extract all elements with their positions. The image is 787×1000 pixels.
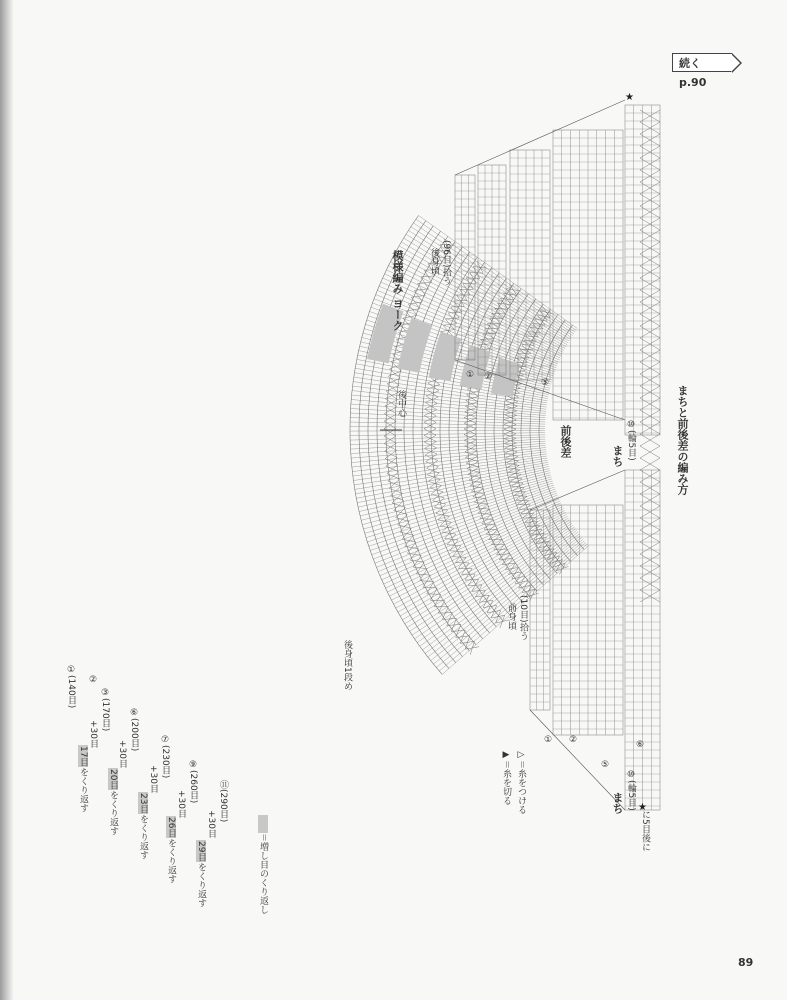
machi-row-upper: ⑩(輪5目) — [626, 420, 636, 461]
yoke-row-2: ② — [88, 675, 98, 685]
yoke-x-mark — [446, 313, 460, 324]
yoke-x-mark — [465, 451, 477, 458]
gusset-x-mark — [640, 170, 660, 182]
yoke-stitch — [350, 418, 545, 425]
yoke-x-mark — [506, 456, 519, 462]
yoke-x-mark — [473, 261, 487, 273]
yoke-stitch — [350, 427, 545, 429]
yoke-row-9-inc: +30目 — [176, 790, 186, 818]
yoke-x-mark — [462, 569, 476, 581]
gusset-x-mark — [640, 278, 660, 290]
gusset-x-mark — [640, 374, 660, 386]
yoke-row-7-inc: +30目 — [148, 765, 158, 793]
g-row-2: ② — [483, 372, 493, 382]
yoke-row-3: ③(170目) — [100, 688, 110, 732]
page-number: 89 — [738, 956, 754, 969]
yoke-x-mark — [426, 467, 439, 475]
yoke-x-mark — [522, 340, 535, 349]
g-row-1: ① — [465, 370, 475, 380]
gusset-x-mark — [640, 134, 660, 146]
gusset-title: まちと前後差の編み方 — [676, 385, 689, 495]
yoke-x-mark — [504, 424, 516, 429]
yoke-stitch — [350, 413, 545, 422]
yoke-stitch — [428, 537, 582, 657]
gusset-x-mark — [640, 446, 660, 458]
yoke-stitch — [350, 431, 545, 432]
repeat-legend: ＝増し目のくり返し — [258, 815, 268, 914]
yoke-stitch — [387, 507, 562, 592]
yoke-x-mark — [516, 496, 529, 504]
gusset-x-mark — [640, 122, 660, 134]
yoke-x-mark — [505, 452, 517, 458]
yoke-stitch — [352, 391, 546, 412]
gusset-x-mark — [640, 506, 660, 518]
yoke-x-mark — [450, 546, 464, 557]
yoke-row-6-inc: +30目 — [117, 740, 127, 768]
yoke-stitch — [350, 422, 545, 426]
star-marker: ★ — [625, 92, 634, 103]
yoke-x-mark — [466, 389, 479, 396]
yoke-x-mark — [426, 460, 439, 468]
yoke-row-9: ⑨(260目) — [188, 760, 198, 804]
yoke-x-mark — [468, 579, 482, 591]
gusset-x-mark — [640, 434, 660, 446]
gusset-x-mark — [640, 554, 660, 566]
yoke-x-mark — [464, 434, 476, 440]
gusset-x-mark — [640, 398, 660, 410]
gusset-x-mark — [640, 338, 660, 350]
legend-attach: ▷＝糸をつける — [516, 750, 526, 815]
machi-row-lower: ⑩(輪5目) — [626, 770, 636, 811]
yoke-x-mark — [466, 395, 479, 402]
gusset-x-mark — [640, 470, 660, 482]
yoke-stitch — [375, 493, 557, 563]
yoke-stitch — [351, 445, 545, 462]
yoke-x-mark — [455, 557, 469, 568]
gusset-x-mark — [640, 590, 660, 602]
back-start-label: 後身頃1段め — [342, 640, 352, 691]
yoke-x-mark — [556, 563, 568, 574]
gusset-x-mark — [640, 482, 660, 494]
gusset-x-mark — [640, 230, 660, 242]
front-back-diff-label: 前後差 — [559, 425, 572, 458]
yoke-x-mark — [447, 540, 461, 551]
gusset-x-mark — [640, 422, 660, 434]
gusset-x-mark — [640, 314, 660, 326]
yoke-x-mark — [465, 406, 477, 412]
yoke-x-mark — [394, 508, 407, 518]
gusset-x-mark — [640, 242, 660, 254]
yoke-row-1: ①(140目) — [66, 665, 76, 709]
gusset-block — [455, 175, 475, 360]
yoke-x-mark — [425, 402, 437, 409]
yoke-stitch — [380, 499, 559, 576]
continue-5-label: に5目後に — [640, 810, 650, 852]
back-pick-label: (96目)拾う — [441, 240, 451, 286]
gusset-x-mark — [640, 494, 660, 506]
yoke-x-mark — [425, 454, 438, 462]
machi-label-lower: まち — [611, 792, 624, 814]
legend-cut: ▶＝糸を切る — [501, 750, 511, 806]
front-pick-label: (10目)拾う — [518, 595, 528, 641]
turn-26: 26目をくり返す — [166, 817, 176, 884]
gusset-x-mark — [640, 350, 660, 362]
repeat-highlight — [429, 332, 462, 382]
gusset-x-mark — [640, 182, 660, 194]
gusset-x-mark — [640, 530, 660, 542]
gusset-x-mark — [640, 290, 660, 302]
back-center-label: 後中心 — [396, 390, 406, 417]
yoke-title: 模様編み ヨーク — [391, 250, 404, 331]
machi-label-upper: まち — [611, 445, 624, 467]
gusset-x-mark — [640, 410, 660, 422]
yoke-stitch — [351, 400, 545, 416]
gusset-x-mark — [640, 566, 660, 578]
turn-23: 23目をくり返す — [138, 793, 148, 860]
yoke-stitch — [350, 435, 545, 440]
gusset-x-mark — [640, 194, 660, 206]
gusset-x-mark — [640, 206, 660, 218]
g-row-1b: ① — [543, 735, 553, 745]
gusset-x-mark — [640, 158, 660, 170]
gusset-x-mark — [640, 578, 660, 590]
gusset-x-mark — [640, 302, 660, 314]
star-marker: ★ — [638, 802, 647, 813]
yoke-x-mark — [427, 383, 440, 391]
yoke-row-11-inc: +30目 — [206, 810, 216, 838]
yoke-row-6: ⑥(200目) — [129, 708, 139, 752]
gusset-x-mark — [640, 542, 660, 554]
gusset-x-mark — [640, 110, 660, 122]
yoke-stitch — [398, 516, 568, 612]
g-row-5: ⑤ — [540, 378, 550, 388]
yoke-row-3-inc: +30目 — [88, 720, 98, 748]
gusset-x-mark — [640, 218, 660, 230]
yoke-x-mark — [470, 267, 484, 279]
yoke-x-mark — [454, 295, 468, 306]
back-body-label: 後身頃 — [429, 248, 439, 275]
continue-label: 続く p.90 — [679, 57, 707, 89]
yoke-x-mark — [513, 488, 526, 496]
g-row-6: ⑥ — [635, 740, 645, 750]
yoke-x-mark — [451, 301, 465, 312]
yoke-x-mark — [424, 422, 436, 429]
yoke-x-mark — [505, 400, 517, 406]
gusset-x-mark — [640, 518, 660, 530]
gusset-x-mark — [640, 386, 660, 398]
yoke-stitch — [405, 522, 571, 624]
gusset-x-mark — [640, 326, 660, 338]
yoke-x-mark — [478, 509, 491, 518]
turn-20: 20目をくり返す — [108, 769, 118, 836]
yoke-x-mark — [476, 590, 489, 602]
turn-29: 29目をくり返す — [196, 841, 206, 908]
g-row-5b: ⑤ — [600, 760, 610, 770]
yoke-x-mark — [468, 472, 481, 480]
yoke-x-mark — [464, 423, 476, 429]
yoke-x-mark — [465, 456, 478, 463]
gusset-x-mark — [640, 266, 660, 278]
yoke-x-mark — [424, 435, 436, 442]
gusset-x-mark — [640, 458, 660, 470]
gusset-x-mark — [640, 362, 660, 374]
yoke-stitch — [358, 466, 549, 507]
yoke-stitch — [396, 514, 567, 608]
yoke-x-mark — [426, 389, 439, 397]
yoke-x-mark — [425, 448, 437, 455]
yoke-row-11: ⑪(290目) — [218, 780, 228, 823]
yoke-x-mark — [550, 556, 562, 567]
yoke-x-mark — [505, 447, 517, 453]
turn-17: 17目をくり返す — [78, 746, 88, 813]
yoke-row-7: ⑦(230目) — [160, 735, 170, 779]
yoke-stitch — [365, 479, 552, 533]
yoke-x-mark — [511, 483, 524, 491]
g-row-2b: ② — [568, 735, 578, 745]
front-body-label: 前身頃 — [506, 603, 516, 630]
gusset-x-mark — [640, 146, 660, 158]
gusset-x-mark — [640, 254, 660, 266]
